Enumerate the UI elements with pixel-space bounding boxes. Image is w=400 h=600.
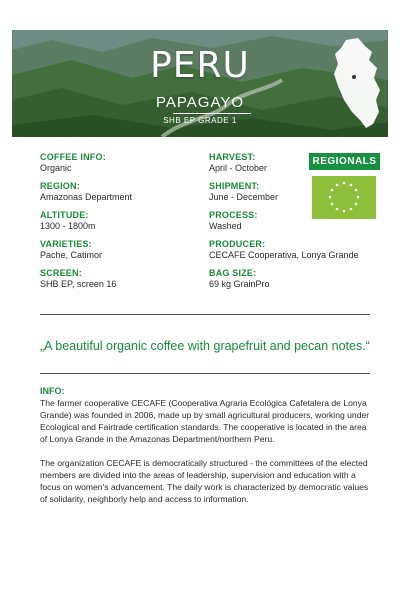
altitude-field xyxy=(40,210,96,232)
coffee-info-value: Organic xyxy=(40,163,72,173)
harvest-field xyxy=(209,152,267,174)
shipment-value: June - December xyxy=(209,192,279,202)
varieties-value: Pache, Catimor xyxy=(40,250,103,260)
producer-value: CECAFE Cooperativa, Lonya Grande xyxy=(209,250,359,260)
producer-field xyxy=(209,239,359,261)
screen-label: SCREEN: xyxy=(40,268,82,278)
process-value: Washed xyxy=(209,221,242,231)
altitude-value: 1300 - 1800m xyxy=(40,221,96,231)
peru-map-icon xyxy=(332,38,382,130)
header-banner xyxy=(12,30,388,137)
eu-organic-leaf-icon xyxy=(312,176,376,219)
process-label: PROCESS: xyxy=(209,210,258,220)
region-value: Amazonas Department xyxy=(40,192,133,202)
process-field xyxy=(209,210,258,232)
bag-size-field xyxy=(209,268,270,290)
coffee-info-label: COFFEE INFO: xyxy=(40,152,106,162)
country-title: PERU xyxy=(150,45,250,86)
harvest-label: HARVEST: xyxy=(209,152,256,162)
coffee-info-field xyxy=(40,152,106,174)
screen-field xyxy=(40,268,116,290)
tasting-quote: „A beautiful organic coffee with grapefruit and pecan notes.“ xyxy=(40,339,370,353)
screen-value: SHB EP, screen 16 xyxy=(40,279,117,289)
farm-name: PAPAGAYO xyxy=(155,94,245,111)
region-label: REGION: xyxy=(40,181,80,191)
producer-label: PRODUCER: xyxy=(209,239,266,249)
shipment-field xyxy=(209,181,278,203)
divider-top xyxy=(40,314,370,315)
info-paragraph-2: The organization CECAFE is democratically structured - the committees of the elected members are divided into the areas of leadership, supervision and education with a focus on women's advancement. The daily work is characterized by democratic values of solidarity, neighborly help and access to information. xyxy=(40,458,369,504)
bag-size-label: BAG SIZE: xyxy=(209,268,257,278)
regionals-badge: REGIONALS xyxy=(309,153,380,170)
altitude-label: ALTITUDE: xyxy=(40,210,89,220)
bag-size-value: 69 kg GrainPro xyxy=(209,279,270,289)
info-label: INFO: xyxy=(40,386,65,396)
divider-bottom xyxy=(40,373,370,374)
shipment-label: SHIPMENT: xyxy=(209,181,260,191)
harvest-value: April - October xyxy=(209,163,268,173)
location-marker-icon xyxy=(352,75,356,79)
title-divider xyxy=(173,113,251,114)
info-paragraph-1: The farmer cooperative CECAFE (Cooperativa Agraria Ecológica Cafetalera de Lonya Grande) was founded in 2006, made up by small agricultural producers, working under Ecological and Fairtrade certification standards. The cooperative is located in the area of Lonya Grande in the Amazonas Department/northern Peru. xyxy=(40,398,370,444)
region-field xyxy=(40,181,132,203)
varieties-field xyxy=(40,239,102,261)
varieties-label: VARIETIES: xyxy=(40,239,92,249)
grade-label: SHB EP GRADE 1 xyxy=(163,116,237,125)
